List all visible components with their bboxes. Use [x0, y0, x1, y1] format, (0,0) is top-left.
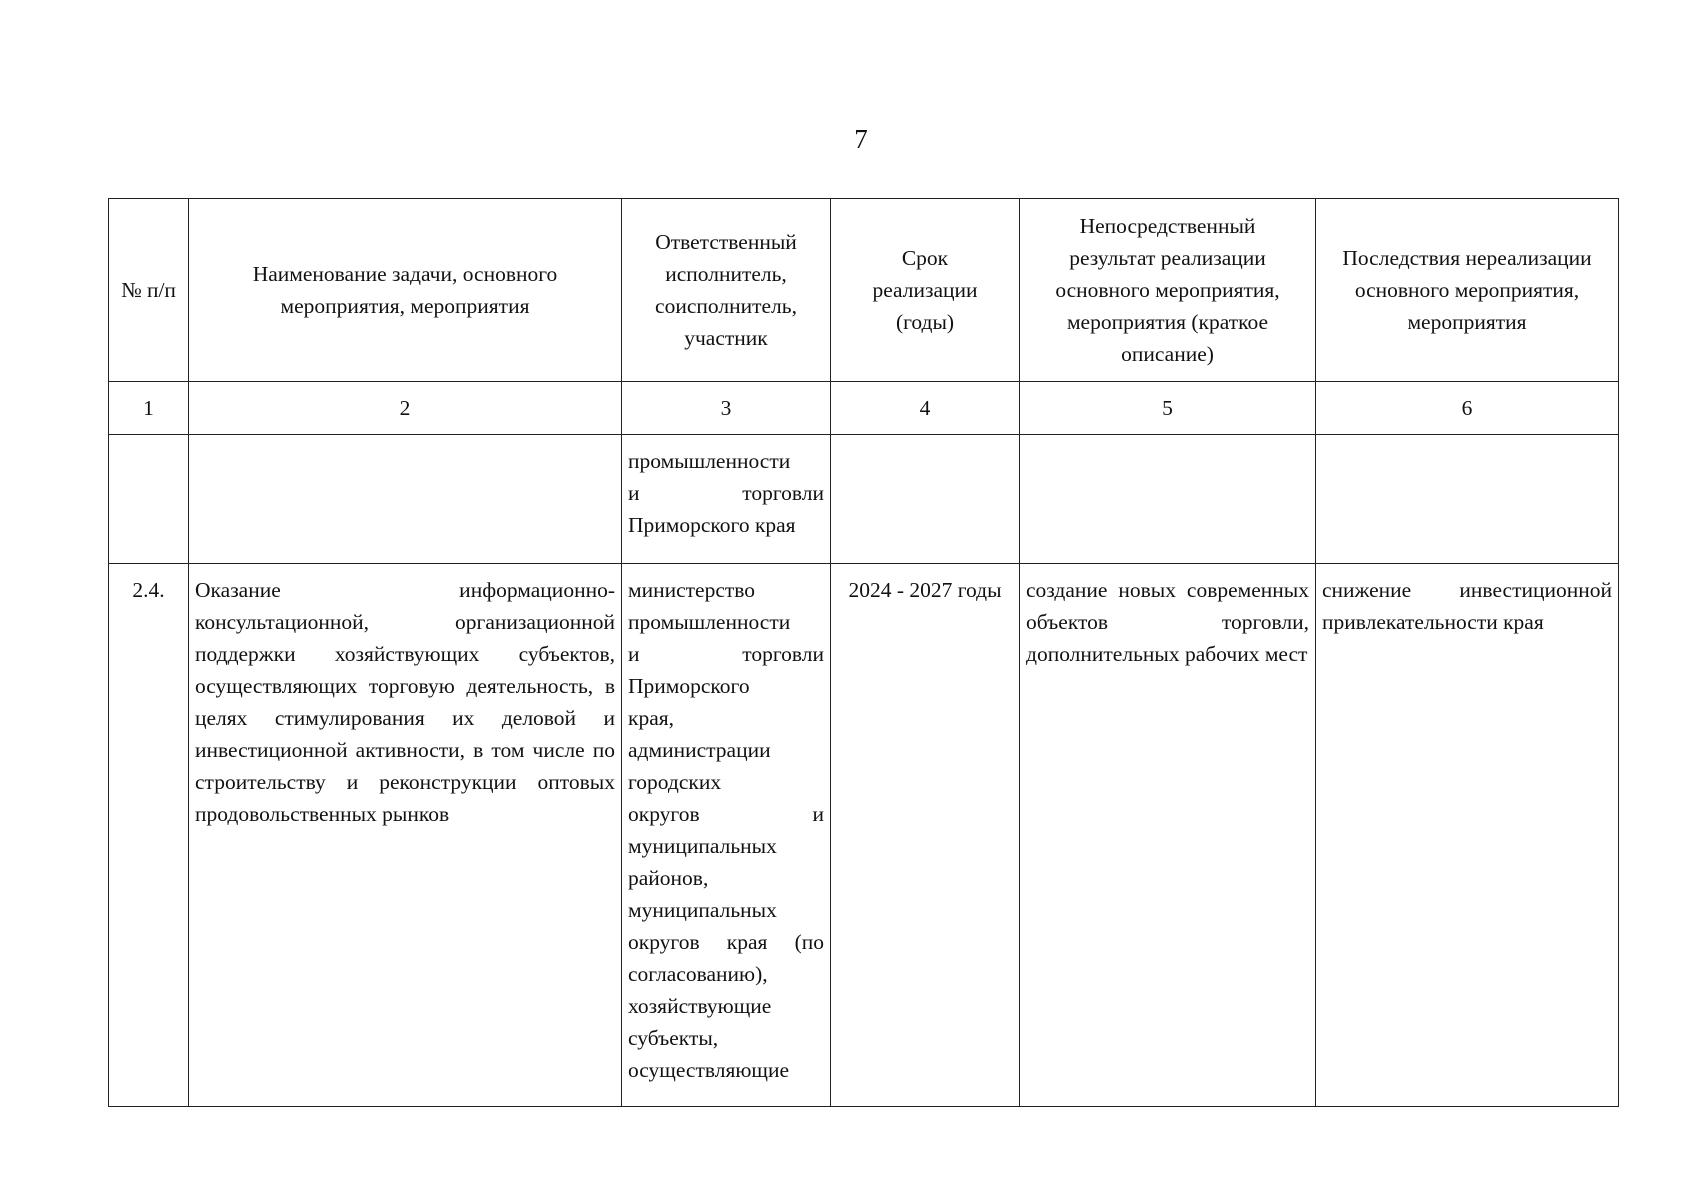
text-line: и торговли [628, 642, 824, 666]
text-line: промышленности [628, 449, 791, 473]
text-line: Приморского [628, 674, 750, 698]
text-line: хозяйствующие [628, 994, 772, 1018]
text-line: муниципальных [628, 834, 777, 858]
header-period: Срок реализации (годы) [831, 199, 1020, 382]
activities-table [108, 198, 1619, 1107]
column-numbers-row [109, 382, 1619, 435]
row-number: 2.4. [109, 564, 189, 1107]
text-line: городских [628, 770, 722, 794]
header-task-name: Наименование задачи, основного мероприятия, мероприятия [189, 199, 622, 382]
responsible-executor [622, 564, 831, 1107]
text-line: края, [628, 706, 675, 730]
header-result: Непосредственный результат реализации основного мероприятия, мероприятия (краткое описание) [1020, 199, 1316, 382]
text-line: субъекты, [628, 1026, 719, 1050]
implementation-period: 2024 - 2027 годы [831, 564, 1020, 1107]
header-number: № п/п [109, 199, 189, 382]
column-number: 1 [109, 382, 189, 435]
text-line: Приморского края [628, 513, 796, 537]
text-line: районов, [628, 866, 709, 890]
text-line: округов края (по [628, 930, 824, 954]
cell-empty [1316, 435, 1619, 564]
direct-result: создание новых современных объектов торговли, дополнительных рабочих мест [1020, 564, 1316, 1107]
text-line: промышленности [628, 610, 791, 634]
column-number: 4 [831, 382, 1020, 435]
text-line: муниципальных [628, 898, 777, 922]
text-line: осуществляющие [628, 1058, 790, 1082]
task-name: Оказание информационно-консультационной, организационной поддержки хозяйствующих субъектов, осуществляющих торговую деятельность, в целях стимулирования их деловой и инвестиционной активности, в том числе по строительству и реконструкции оптовых продовольственных рынков [189, 564, 622, 1107]
text-line: министерство [628, 578, 756, 602]
continuation-responsible [622, 435, 831, 564]
column-number: 3 [622, 382, 831, 435]
text-line: и торговли [628, 481, 824, 505]
column-number: 5 [1020, 382, 1316, 435]
text-line: согласованию), [628, 962, 768, 986]
cell-empty [189, 435, 622, 564]
non-implementation-consequences: снижение инвестиционной привлекательности края [1316, 564, 1619, 1107]
header-responsible: Ответственный исполнитель, соисполнитель, участник [622, 199, 831, 382]
page-number: 7 [854, 124, 868, 154]
cell-empty [1020, 435, 1316, 564]
continuation-row [109, 435, 1619, 564]
column-number: 2 [189, 382, 622, 435]
table-row-2-4 [109, 564, 1619, 1107]
column-number: 6 [1316, 382, 1619, 435]
cell-empty [109, 435, 189, 564]
cell-empty [831, 435, 1020, 564]
header-consequences: Последствия нереализации основного мероприятия, мероприятия [1316, 199, 1619, 382]
text-line: администрации [628, 738, 771, 762]
text-line: округов и [628, 802, 824, 826]
table-header-row [109, 199, 1619, 382]
